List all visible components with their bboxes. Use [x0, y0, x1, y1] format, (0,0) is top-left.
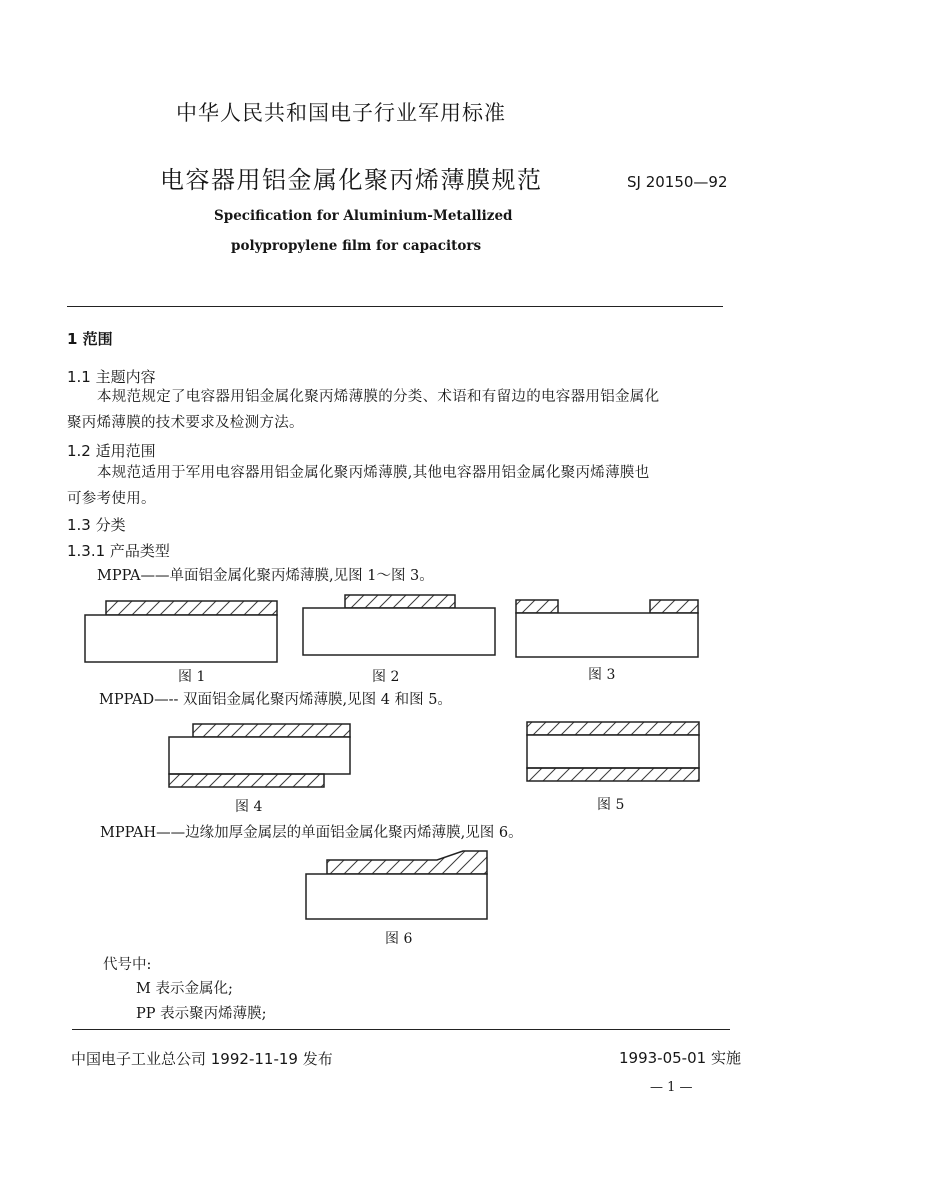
- section-1-2-text-line-1: 本规范适用于军用电容器用铝金属化聚丙烯薄膜,其他电容器用铝金属化聚丙烯薄膜也: [97, 465, 650, 481]
- figure-6-caption: 图 6: [385, 931, 413, 947]
- figure-5-diagram: [526, 721, 702, 783]
- figure-1-diagram: [84, 600, 280, 664]
- english-title-line-2: polypropylene film for capacitors: [231, 238, 482, 254]
- figure-4-caption: 图 4: [235, 799, 263, 815]
- figure-5-metal-bottom: [527, 768, 699, 781]
- figure-6-diagram: [305, 850, 491, 922]
- figure-6-thickened-metal-layer: [327, 851, 487, 874]
- standard-number: SJ 20150—92: [627, 173, 728, 191]
- figure-4-film-body: [169, 737, 350, 774]
- figure-3-diagram: [515, 599, 701, 659]
- figure-4-metal-top: [193, 724, 350, 737]
- header-divider: [67, 306, 723, 307]
- code-m-definition: M 表示金属化;: [136, 981, 233, 997]
- issued-by: 中国电子工业总公司 1992-11-19 发布: [71, 1050, 333, 1068]
- section-1-2-heading: 1.2 适用范围: [67, 442, 156, 460]
- figure-5-caption: 图 5: [597, 797, 625, 813]
- figure-4-diagram: [168, 723, 354, 789]
- figure-2-diagram: [302, 594, 498, 658]
- effective-date: 1993-05-01 实施: [619, 1049, 741, 1067]
- mppad-description: MPPAD—-- 双面铝金属化聚丙烯薄膜,见图 4 和图 5。: [99, 692, 452, 708]
- figure-1-film-body: [85, 615, 277, 662]
- section-1-3-heading: 1.3 分类: [67, 516, 126, 534]
- mppah-description: MPPAH——边缘加厚金属层的单面铝金属化聚丙烯薄膜,见图 6。: [100, 825, 523, 841]
- code-pp-definition: PP 表示聚丙烯薄膜;: [136, 1006, 267, 1022]
- figure-4-metal-bottom: [169, 774, 324, 787]
- code-intro: 代号中:: [103, 957, 152, 973]
- section-1-3-1-heading: 1.3.1 产品类型: [67, 542, 170, 560]
- figure-1-caption: 图 1: [178, 669, 206, 685]
- section-1-1-heading: 1.1 主题内容: [67, 368, 156, 386]
- english-title-line-1: Specification for Aluminium-Metallized: [214, 208, 513, 224]
- section-1-1-text-line-1: 本规范规定了电容器用铝金属化聚丙烯薄膜的分类、术语和有留边的电容器用铝金属化: [97, 389, 660, 405]
- figure-1-metal-layer: [106, 601, 277, 615]
- footer-divider: [72, 1029, 730, 1030]
- figure-3-caption: 图 3: [588, 667, 616, 683]
- page-number: — 1 —: [650, 1080, 693, 1095]
- figure-6-film-body: [306, 874, 487, 919]
- section-1-heading: 1 范围: [67, 330, 113, 348]
- org-standard-title: 中华人民共和国电子行业军用标准: [176, 101, 506, 125]
- figure-3-metal-left: [516, 600, 558, 613]
- document-title: 电容器用铝金属化聚丙烯薄膜规范: [160, 166, 543, 194]
- figure-2-caption: 图 2: [372, 669, 400, 685]
- section-1-1-text-line-2: 聚丙烯薄膜的技术要求及检测方法。: [67, 415, 304, 431]
- mppa-description: MPPA——单面铝金属化聚丙烯薄膜,见图 1～图 3。: [97, 568, 434, 584]
- figure-2-film-body: [303, 608, 495, 655]
- figure-2-metal-layer: [345, 595, 455, 608]
- section-1-2-text-line-2: 可参考使用。: [67, 491, 156, 507]
- figure-3-film-body: [516, 613, 698, 657]
- figure-3-metal-right: [650, 600, 698, 613]
- figure-5-film-body: [527, 735, 699, 768]
- figure-5-metal-top: [527, 722, 699, 735]
